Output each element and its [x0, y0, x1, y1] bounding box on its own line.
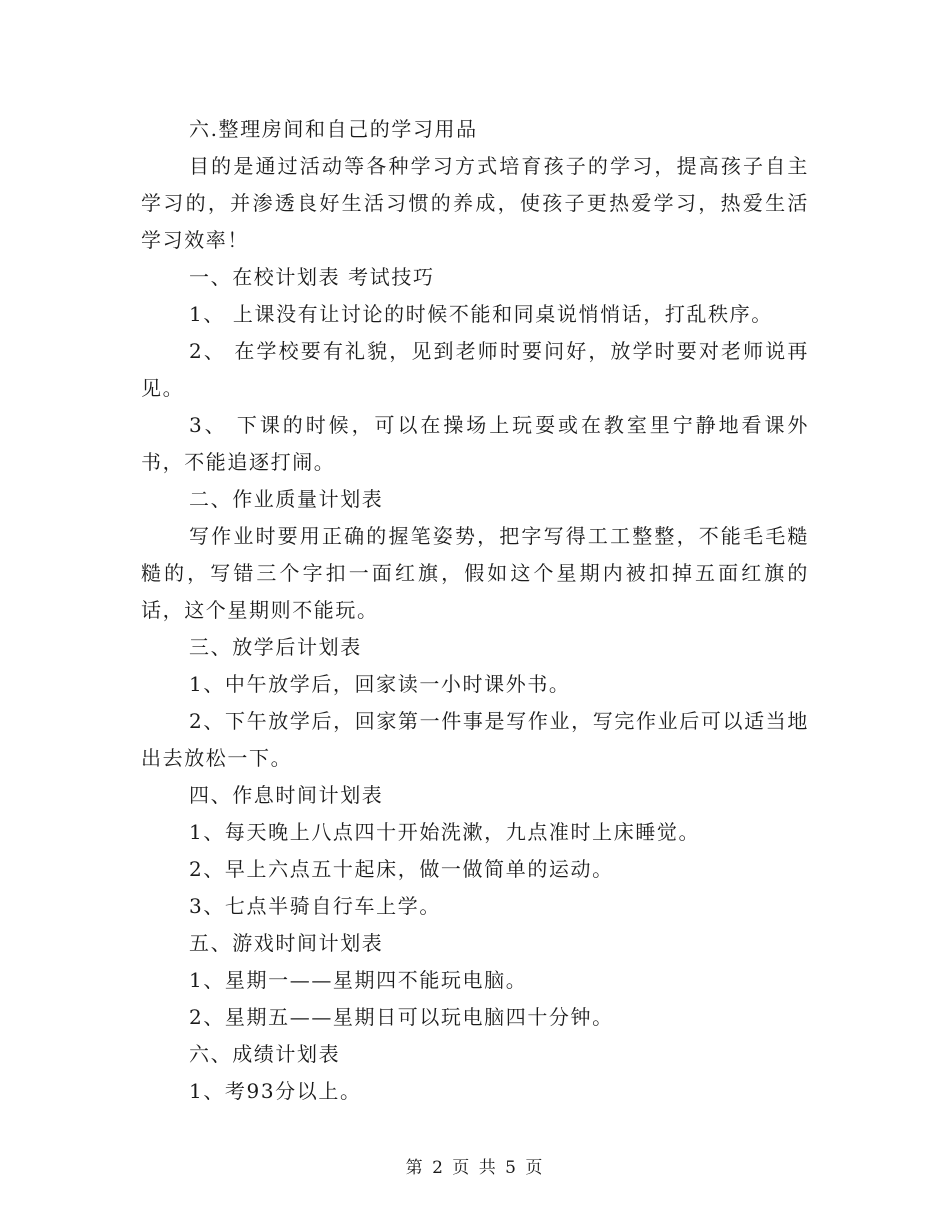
homework-paragraph: 写作业时要用正确的握笔姿势，把字写得工工整整，不能毛毛糙糙的，写错三个字扣一面红旗，假如这个星期内被扣掉五面红旗的话，这个星期则不能玩。 — [141, 524, 809, 622]
schedule-item-2: 2、早上六点五十起床，做一做简单的运动。 — [189, 857, 614, 881]
document-body — [141, 111, 809, 1110]
school-rule-2: 2、 在学校要有礼貌，见到老师时要问好，放学时要对老师说再见。 — [141, 339, 809, 400]
schedule-item-3: 3、七点半骑自行车上学。 — [189, 894, 441, 918]
schedule-item-1: 1、每天晚上八点四十开始洗漱，九点准时上床睡觉。 — [189, 820, 701, 844]
school-rule-3: 3、 下课的时候，可以在操场上玩耍或在教室里宁静地看课外书，不能追逐打闹。 — [141, 413, 809, 474]
after-school-item-2: 2、下午放学后，回家第一件事是写作业，写完作业后可以适当地出去放松一下。 — [141, 709, 809, 770]
section-heading-game-time: 五、游戏时间计划表 — [189, 931, 384, 955]
school-rule-1: 1、 上课没有让讨论的时候不能和同桌说悄悄话，打乱秩序。 — [189, 302, 773, 326]
page-footer: 第 2 页 共 5 页 — [405, 1158, 545, 1178]
section-heading-school-plan: 一、在校计划表 考试技巧 — [189, 265, 435, 289]
grades-item-1: 1、考93分以上。 — [189, 1079, 362, 1103]
section-heading-after-school: 三、放学后计划表 — [189, 635, 362, 659]
game-time-item-1: 1、星期一——星期四不能玩电脑。 — [189, 968, 528, 992]
section-heading-homework-plan: 二、作业质量计划表 — [189, 487, 384, 511]
section-heading-grades: 六、成绩计划表 — [189, 1042, 341, 1066]
after-school-item-1: 1、中午放学后，回家读一小时课外书。 — [189, 672, 571, 696]
game-time-item-2: 2、星期五——星期日可以玩电脑四十分钟。 — [189, 1005, 614, 1029]
purpose-paragraph: 目的是通过活动等各种学习方式培育孩子的学习，提高孩子自主学习的，并渗透良好生活习惯的养成，使孩子更热爱学习，热爱生活学习效率！ — [141, 154, 809, 252]
section-heading-tidy-room: 六.整理房间和自己的学习用品 — [189, 117, 478, 141]
section-heading-schedule: 四、作息时间计划表 — [189, 783, 384, 807]
